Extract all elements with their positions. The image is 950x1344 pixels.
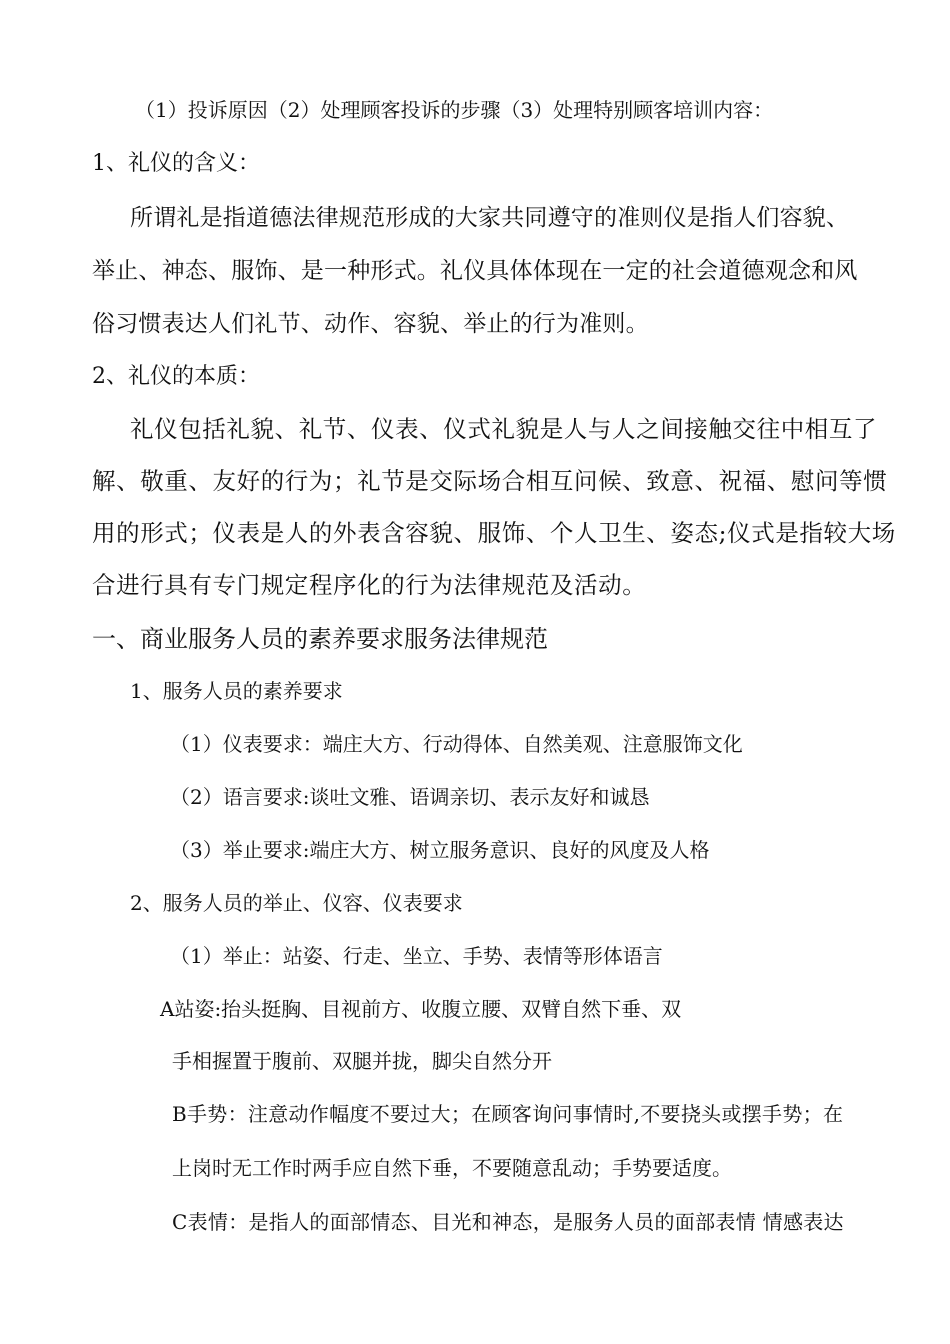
gesture-line: 上岗时无工作时两手应自然下垂，不要随意乱动；手势要适度。 (172, 1156, 732, 1180)
list-item: （3）举止要求:端庄大方、树立服务意识、良好的风度及人格 (170, 838, 710, 862)
expression-line: C表情：是指人的面部情态、目光和神态，是服务人员的面部表情 情感表达 (172, 1210, 844, 1234)
standing-posture-line: 手相握置于腹前、双腿并拢，脚尖自然分开 (172, 1049, 552, 1073)
list-item: （1）举止：站姿、行走、坐立、手势、表情等形体语言 (170, 944, 663, 968)
section-heading-etiquette-essence: 2、礼仪的本质： (92, 364, 260, 389)
paragraph-line: 所谓礼是指道德法律规范形成的大家共同遵守的准则仪是指人们容貌、 (130, 205, 850, 231)
subsection-heading-demeanor: 2、服务人员的举止、仪容、仪表要求 (130, 891, 463, 915)
training-content-intro: （1）投诉原因（2）处理顾客投诉的步骤（3）处理特别顾客培训内容： (135, 98, 774, 122)
subsection-heading-qualities: 1、服务人员的素养要求 (130, 679, 343, 703)
paragraph-line: 合进行具有专门规定程序化的行为法律规范及活动。 (92, 571, 647, 599)
chapter-heading-service-staff: 一、商业服务人员的素养要求服务法律规范 (92, 625, 548, 653)
standing-posture-line: A站姿:抬头挺胸、目视前方、收腹立腰、双臂自然下垂、双 (160, 997, 682, 1021)
paragraph-line: 举止、神态、服饰、是一种形式。礼仪具体体现在一定的社会道德观念和风 (92, 258, 858, 284)
list-item: （1）仪表要求：端庄大方、行动得体、自然美观、注意服饰文化 (170, 732, 743, 756)
paragraph-line: 礼仪包括礼貌、礼节、仪表、仪式礼貌是人与人之间接触交往中相互了 (130, 415, 878, 443)
section-heading-etiquette-meaning: 1、礼仪的含义： (92, 151, 260, 176)
paragraph-line: 用的形式；仪表是人的外表含容貌、服饰、个人卫生、姿态;仪式是指较大场 (92, 519, 896, 547)
gesture-line: B手势：注意动作幅度不要过大；在顾客询问事情时,不要挠头或摆手势；在 (172, 1102, 844, 1126)
paragraph-line: 俗习惯表达人们礼节、动作、容貌、举止的行为准则。 (92, 311, 649, 337)
list-item: （2）语言要求:谈吐文雅、语调亲切、表示友好和诚恳 (170, 785, 650, 809)
paragraph-line: 解、敬重、友好的行为；礼节是交际场合相互问候、致意、祝福、慰问等惯 (92, 467, 888, 495)
